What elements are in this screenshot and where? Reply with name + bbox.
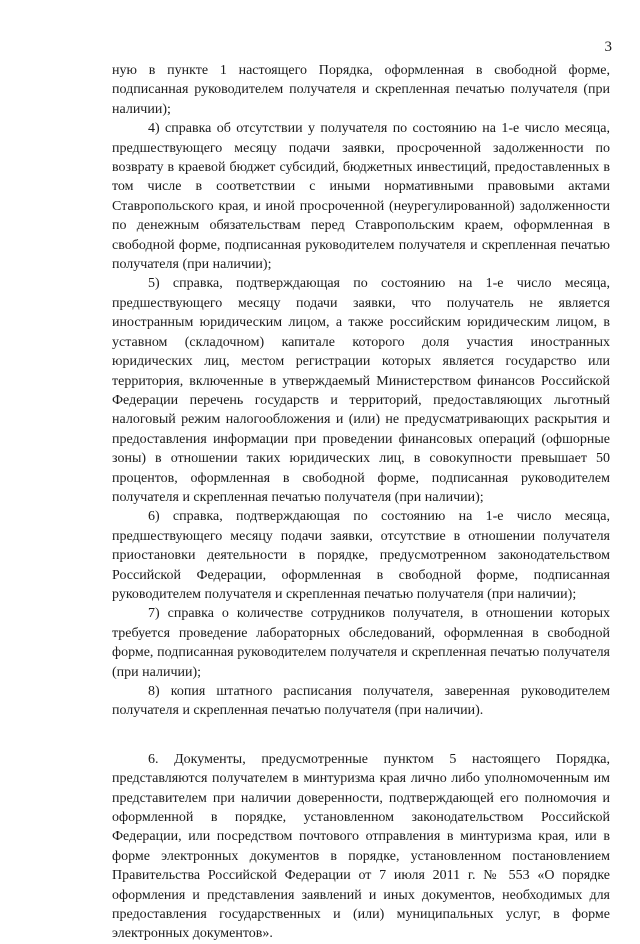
list-item-8: 8) копия штатного расписания получателя, заверенная руководителем получателя и скрепленная печатью получателя (при наличии). [112,684,610,719]
list-item-4: 4) справка об отсутствии у получателя по состоянию на 1-е число месяца, предшествующего месяцу подачи заявки, просроченной задолженности по возврату в краевой бюджет субсидий, бюджетных инвестиций, предоставленных в том числе в соответствии с иными нормативными правовыми актами Ставропольского края, и иной просроченной (неурегулированной) задолженности по денежным обязательствам перед Ставропольским краем, оформленная в свободной форме, подписанная руководителем получателя и скрепленная печатью получателя (при наличии); [112,121,610,273]
paragraph-continuation: ную в пункте 1 настоящего Порядка, оформленная в свободной форме, подписанная руководителем получателя и скрепленная печатью получателя (при наличии); [112,63,610,117]
document-body [112,61,610,944]
list-item-6: 6) справка, подтверждающая по состоянию на 1-е число месяца, предшествующего месяцу подачи заявки, отсутствие в отношении получателя приостановки деятельности в порядке, предусмотренном законодательством Российской Федерации, оформленная в свободной форме, подписанная руководителем получателя и скрепленная печатью получателя (при наличии); [112,509,610,602]
page-number: 3 [604,39,612,55]
list-item-7: 7) справка о количестве сотрудников получателя, в отношении которых требуется проведение лабораторных обследований, оформленная в свободной форме, подписанная руководителем получателя и скрепленная печатью получателя (при наличии); [112,606,610,680]
clause-6: 6. Документы, предусмотренные пунктом 5 настоящего Порядка, представляются получателем в минтуризма края лично либо уполномоченным им представителем при наличии доверенности, подтверждающей его полномочия и оформленной в порядке, установленном законодательством Российской Федерации, или посредством почтового отправления в минтуризма края, или в форме электронных документов в порядке, установленном постановлением Правительства Российской Федерации от 7 июля 2011 г. № 553 «О порядке оформления и представления заявлений и иных документов, необходимых для предоставления государственных и (или) муниципальных услуг, в форме электронных документов». [112,751,610,942]
list-item-5: 5) справка, подтверждающая по состоянию на 1-е число месяца, предшествующего месяцу подачи заявки, что получатель не является иностранным юридическим лицом, а также российским юридическим лицом, в уставном (складочном) капитале которого доля участия иностранных юридических лиц, местом регистрации которых является государство или территория, включенные в утверждаемый Министерством финансов Российской Федерации перечень государств и территорий, предоставляющих льготный налоговый режим налогообложения и (или) не предусматривающих раскрытия и предоставления информации при проведении финансовых операций (офшорные зоны) в отношении таких юридических лиц, в совокупности превышает 50 процентов, оформленная в свободной форме, подписанная руководителем получателя и скрепленная печатью получателя (при наличии); [112,276,610,505]
